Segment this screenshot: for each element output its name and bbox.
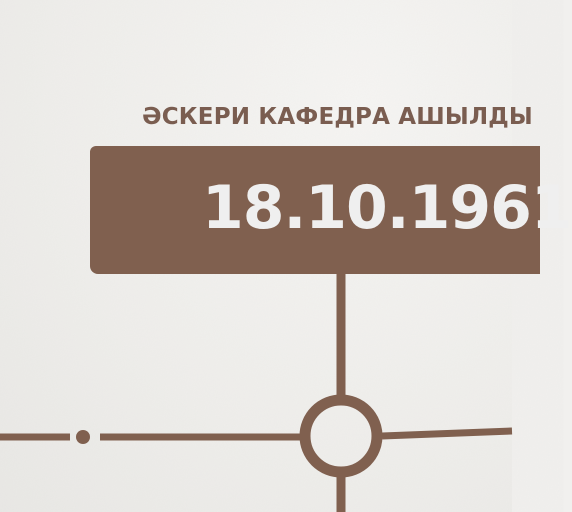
event-date: 18.10.1961 xyxy=(202,173,572,243)
timeline-node-ring xyxy=(305,400,377,472)
timeline-dot xyxy=(76,430,90,444)
event-caption: ӘСКЕРИ КАФЕДРА АШЫЛДЫ xyxy=(142,104,533,130)
timeline-segment-right xyxy=(382,431,512,436)
